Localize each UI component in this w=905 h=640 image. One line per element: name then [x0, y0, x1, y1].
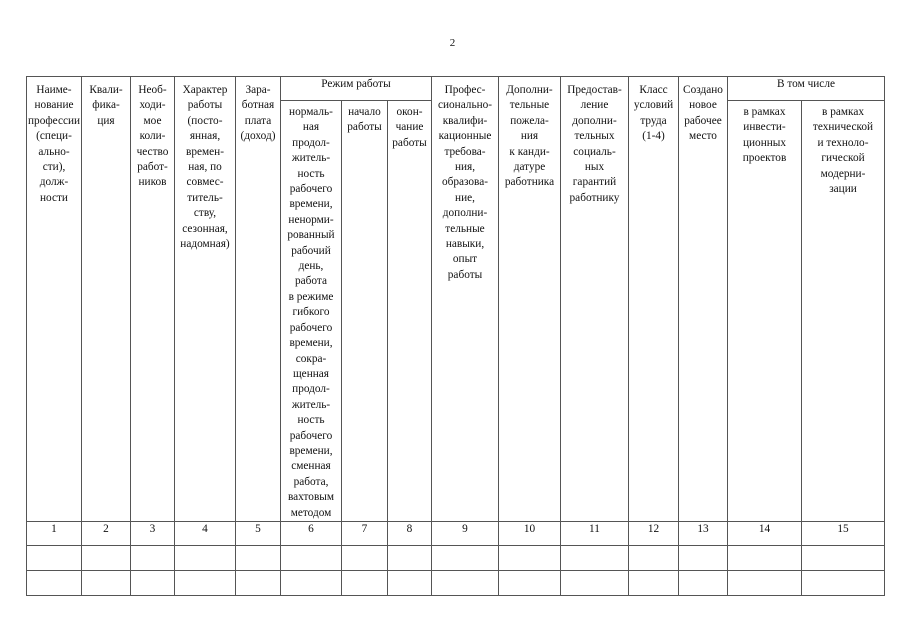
- header-requirements: Профес- сионально- квалифи- кационные требова- ния, образова- ние, дополни- тельные навыки, опыт работы: [432, 77, 499, 522]
- column-number: 2: [82, 521, 131, 545]
- header-qualification: Квали- фика- ция: [82, 77, 131, 522]
- table-cell[interactable]: [432, 545, 499, 570]
- header-investment-projects: в рамках инвести- ционных проектов: [728, 101, 802, 522]
- table-cell[interactable]: [388, 570, 432, 595]
- table-cell[interactable]: [499, 570, 561, 595]
- column-number: 3: [131, 521, 175, 545]
- table-cell[interactable]: [281, 545, 342, 570]
- table-cell[interactable]: [175, 570, 236, 595]
- column-number: 12: [629, 521, 679, 545]
- table-cell[interactable]: [236, 545, 281, 570]
- header-regime-start: начало работы: [342, 101, 388, 522]
- column-number: 13: [679, 521, 728, 545]
- table-cell[interactable]: [27, 570, 82, 595]
- column-number: 4: [175, 521, 236, 545]
- header-labor-class: Класс условий труда (1-4): [629, 77, 679, 522]
- table-cell[interactable]: [131, 570, 175, 595]
- column-number: 9: [432, 521, 499, 545]
- column-number: 11: [561, 521, 629, 545]
- column-number: 1: [27, 521, 82, 545]
- column-number: 7: [342, 521, 388, 545]
- header-including-group: В том числе: [728, 77, 885, 101]
- table-cell[interactable]: [342, 545, 388, 570]
- header-social-guarantees: Предостав- ление дополни- тельных социаль- ных гарантий работнику: [561, 77, 629, 522]
- header-modernization: в рамках технической и техноло- гической модерни- зации: [802, 101, 885, 522]
- header-regime-normal: нормаль- ная продол- житель- ность рабочего времени, ненорми- рованный рабочий день, работа в режиме гибкого рабочего времени, сокра- щенная продол- житель- ность рабочего времени, сменная работа, вахтовым методом: [281, 101, 342, 522]
- table-cell[interactable]: [236, 570, 281, 595]
- table-cell[interactable]: [561, 570, 629, 595]
- table-cell[interactable]: [499, 545, 561, 570]
- table-cell[interactable]: [82, 545, 131, 570]
- column-number: 6: [281, 521, 342, 545]
- header-new-workplace: Создано новое рабочее место: [679, 77, 728, 522]
- column-number: 15: [802, 521, 885, 545]
- header-row-1: [27, 77, 885, 101]
- table-cell[interactable]: [388, 545, 432, 570]
- header-workers-count: Необ- ходи- мое коли- чество работ- ников: [131, 77, 175, 522]
- table-cell[interactable]: [802, 545, 885, 570]
- column-numbers-row: [27, 521, 885, 545]
- header-regime-end: окон- чание работы: [388, 101, 432, 522]
- table-cell[interactable]: [728, 545, 802, 570]
- table-cell[interactable]: [802, 570, 885, 595]
- table-cell[interactable]: [27, 545, 82, 570]
- table-row: [27, 570, 885, 595]
- vacancy-form-table: [26, 76, 885, 596]
- table-cell[interactable]: [131, 545, 175, 570]
- table-cell[interactable]: [679, 570, 728, 595]
- header-work-type: Характер работы (посто- янная, времен- ная, по совмес- титель- ству, сезонная, надомная): [175, 77, 236, 522]
- table-cell[interactable]: [432, 570, 499, 595]
- table-cell[interactable]: [728, 570, 802, 595]
- column-number: 8: [388, 521, 432, 545]
- header-profession: Наиме- нование профессии (специ- ально- сти), долж- ности: [27, 77, 82, 522]
- header-additional-wishes: Дополни- тельные пожела- ния к канди- датуре работника: [499, 77, 561, 522]
- column-number: 14: [728, 521, 802, 545]
- table-cell[interactable]: [82, 570, 131, 595]
- table-cell[interactable]: [629, 570, 679, 595]
- header-salary: Зара- ботная плата (доход): [236, 77, 281, 522]
- table-cell[interactable]: [629, 545, 679, 570]
- column-number: 10: [499, 521, 561, 545]
- table-cell[interactable]: [679, 545, 728, 570]
- table-cell[interactable]: [281, 570, 342, 595]
- table-row: [27, 545, 885, 570]
- table-cell[interactable]: [342, 570, 388, 595]
- table-cell[interactable]: [561, 545, 629, 570]
- header-work-regime-group: Режим работы: [281, 77, 432, 101]
- page-number: 2: [449, 37, 456, 49]
- table-cell[interactable]: [175, 545, 236, 570]
- column-number: 5: [236, 521, 281, 545]
